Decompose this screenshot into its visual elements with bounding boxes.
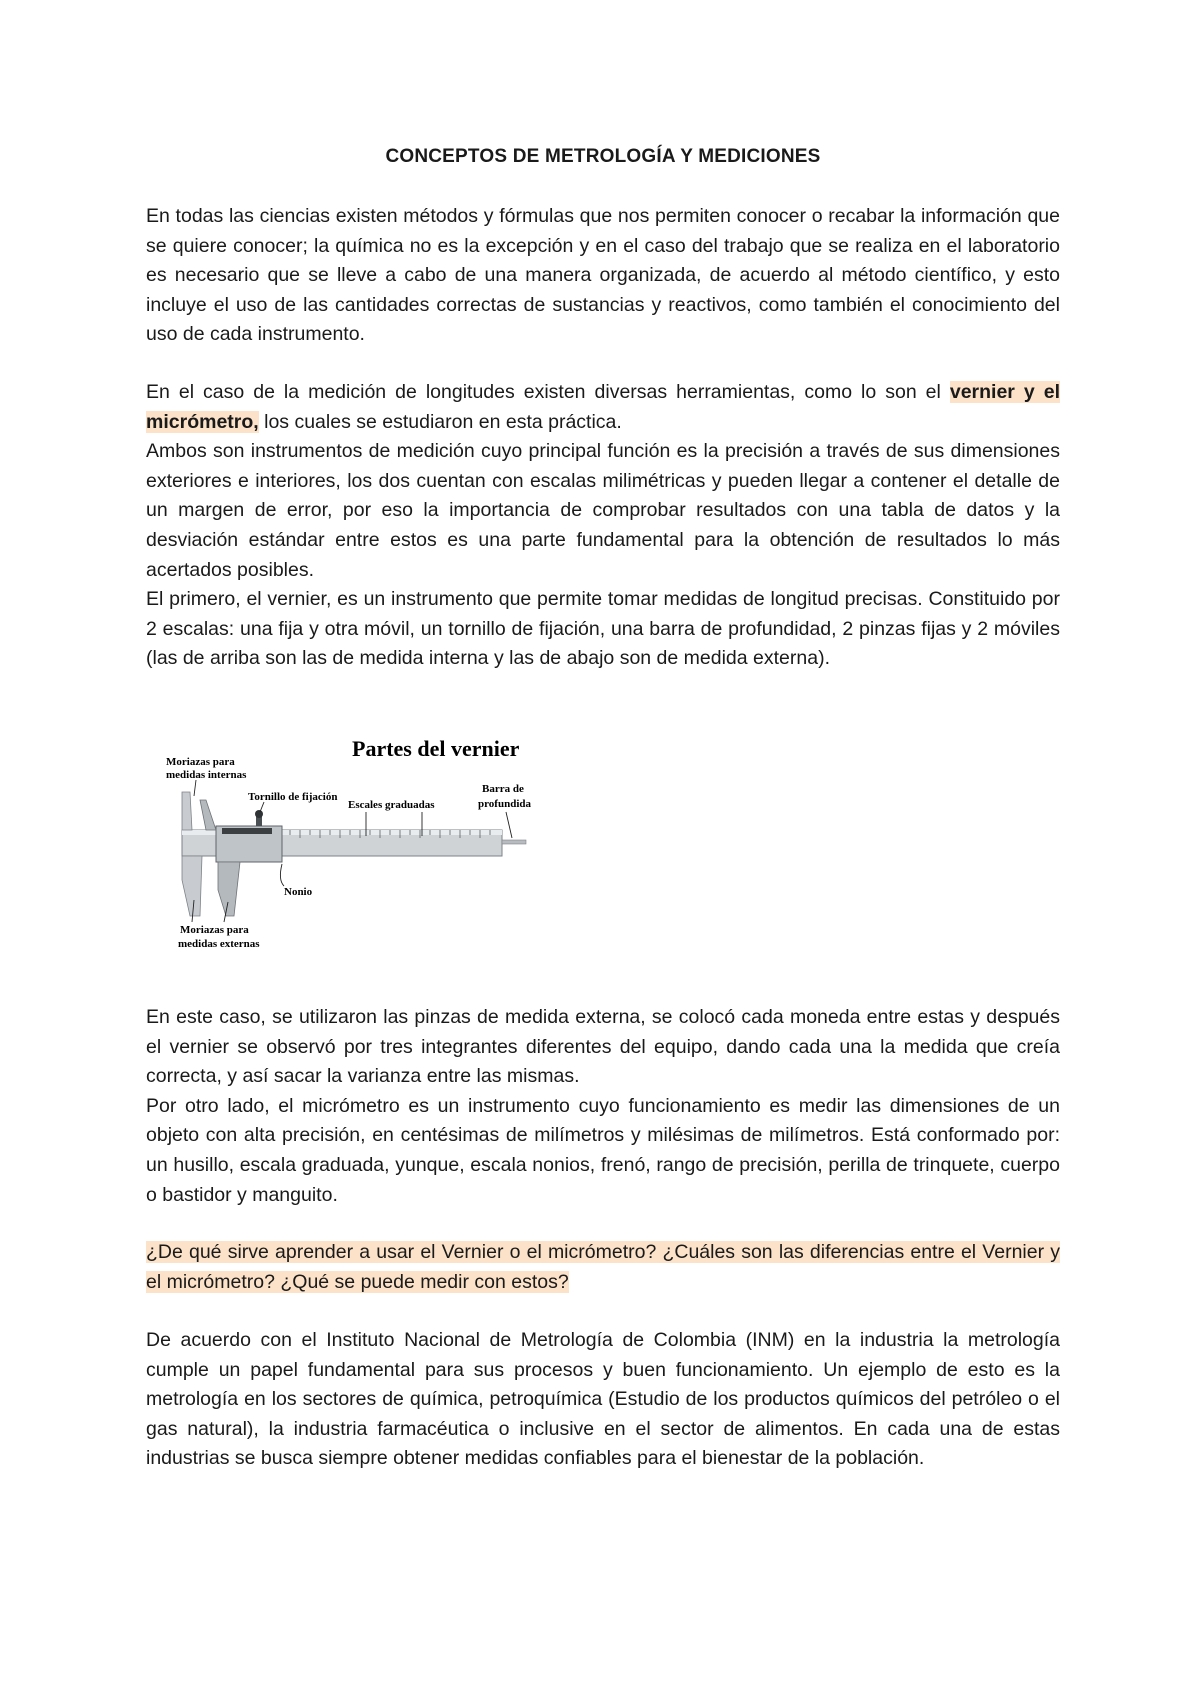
- label-depth-1: Barra de: [482, 783, 524, 795]
- paragraph-intro: [146, 202, 1060, 350]
- label-external-jaws-2: medidas externas: [178, 938, 260, 950]
- paragraph-both-instruments: Ambos son instrumentos de medición cuyo principal función es la precisión a través de sus dimensiones exteriores e interiores, los dos cuentan con escalas milimétricas y pueden llegar a contener el detalle de un margen de error, por eso la importancia de comprobar resultados con una tabla de datos y la desviación estándar entre estos es una parte fundamental para la obtención de resultados lo más acertados posibles.: [146, 440, 1060, 581]
- paragraph-group-usage: [146, 1003, 1060, 1210]
- paragraph-vernier: El primero, el vernier, es un instrumento que permite tomar medidas de longitud precisas. Constituido por 2 escalas: una fija y otra móvil, un tornillo de fijación, una barra de profundidad, 2 pinzas fijas y 2 móviles (las de arriba son las de medida interna y las de abajo son de medida externa).: [146, 588, 1060, 670]
- fixed-external-jaw: [182, 856, 202, 916]
- vernier-diagram-svg: [160, 730, 580, 956]
- paragraph-inm: [146, 1326, 1060, 1474]
- moving-external-jaw: [218, 862, 240, 916]
- highlighted-question: ¿De qué sirve aprender a usar el Vernier o el micrómetro? ¿Cuáles son las diferencias entre el Vernier y el micrómetro? ¿Qué se puede medir con estos?: [146, 1241, 1060, 1293]
- label-external-jaws-1: Moriazas para: [180, 924, 249, 936]
- paragraph-length-tools: [146, 378, 1060, 437]
- depth-bar: [502, 840, 526, 844]
- label-screw: Tornillo de fijación: [248, 791, 338, 803]
- paragraph-text: De acuerdo con el Instituto Nacional de Metrología de Colombia (INM) en la industria la metrología cumple un papel fundamental para sus procesos y buen funcionamiento. Un ejemplo de esto es la metrología en los sectores de química, petroquímica (Estudio de los productos químicos del petróleo o el gas natural), la industria farmacéutica o inclusive en el sector de alimentos. En cada una de estas industrias se busca siempre obtener medidas confiables para el bienestar de la población.: [146, 1329, 1060, 1470]
- highlight-vernier-micrometer: vernier y el micrómetro,: [146, 381, 1060, 433]
- fixed-internal-jaw: [182, 792, 192, 830]
- moving-internal-jaw: [200, 800, 216, 830]
- label-internal-jaws-2: medidas internas: [166, 769, 247, 781]
- paragraph-micrometer: Por otro lado, el micrómetro es un instrumento cuyo funcionamiento es medir las dimensiones de un objeto con alta precisión, en centésimas de milímetros y milésimas de milímetros. Está conformado por: un husillo, escala graduada, yunque, escala nonios, frenó, rango de precisión, perilla de trinquete, cuerpo o bastidor y manguito.: [146, 1094, 1060, 1206]
- label-internal-jaws-1: Moriazas para: [166, 756, 235, 768]
- paragraph-text: los cuales se estudiaron en esta práctica.: [258, 410, 622, 433]
- paragraph-external-jaws: En este caso, se utilizaron las pinzas de medida externa, se colocó cada moneda entre estas y después el vernier se observó por tres integrantes diferentes del equipo, dando cada una la medida que creía correcta, y así sacar la varianza entre las mismas.: [146, 1006, 1060, 1088]
- figure-title: Partes del vernier: [352, 736, 520, 761]
- paragraph-text: En todas las ciencias existen métodos y fórmulas que nos permiten conocer o recabar la información que se quiere conocer; la química no es la excepción y en el caso del trabajo que se realiza en el laboratorio es necesario que se lleve a cabo de una manera organizada, de acuerdo al método científico, y esto incluye el uso de las cantidades correctas de sustancias y reactivos, como también el conocimiento del uso de cada instrumento.: [146, 205, 1060, 346]
- question-paragraph: [146, 1238, 1060, 1297]
- label-depth-2: profundida: [478, 798, 531, 810]
- vernier-diagram: [160, 730, 580, 956]
- label-nonius: Nonio: [284, 886, 313, 898]
- document-title: CONCEPTOS DE METROLOGÍA Y MEDICIONES: [385, 146, 821, 167]
- question-block: [146, 1238, 1060, 1297]
- paragraph-group-instruments: [146, 378, 1060, 674]
- label-scales: Escales graduadas: [348, 799, 435, 811]
- paragraph-text: En el caso de la medición de longitudes existen diversas herramientas, como lo son el: [146, 381, 950, 403]
